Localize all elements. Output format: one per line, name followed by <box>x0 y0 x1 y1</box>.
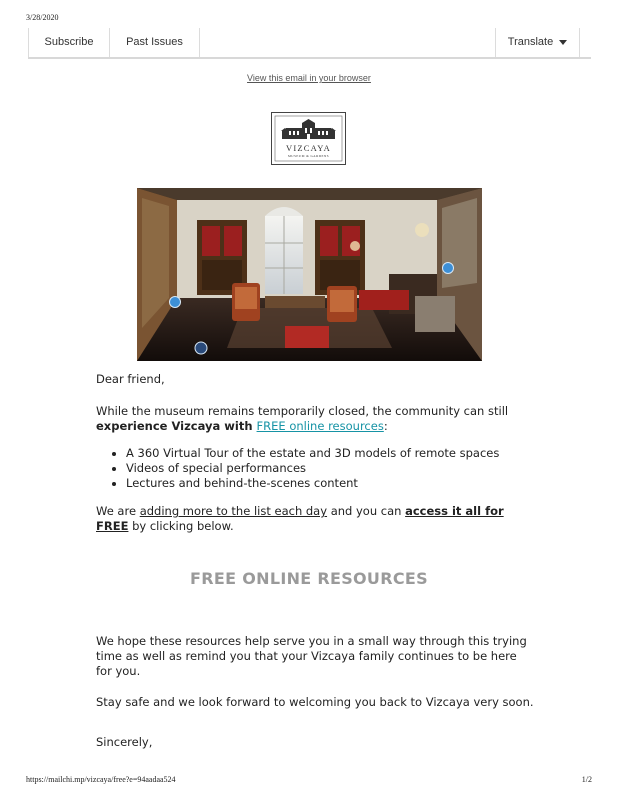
more-paragraph <box>96 504 536 534</box>
svg-text:MUSEUM & GARDENS: MUSEUM & GARDENS <box>287 154 330 158</box>
print-footer-url: https://mailchi.mp/vizcaya/free?e=94aadaa524 <box>26 775 176 784</box>
greeting: Dear friend, <box>96 372 165 386</box>
email-body <box>96 372 536 534</box>
list-item: • Videos of special performances <box>126 461 536 476</box>
logo-graphic <box>272 113 345 164</box>
list-item: • A 360 Virtual Tour of the estate and 3D models of remote spaces <box>126 446 536 461</box>
access-free-link[interactable]: access it all for FREE <box>96 504 504 533</box>
past-issues-link[interactable]: Past Issues <box>110 28 200 57</box>
hero-image-360-tour[interactable] <box>137 188 482 361</box>
intro-end: : <box>383 419 388 433</box>
closing-section <box>96 634 536 750</box>
more-text-3: by clicking below. <box>128 519 234 533</box>
intro-text: While the museum remains temporarily closed, the community can still <box>96 404 509 418</box>
intro-bold: experience Vizcaya with <box>96 419 257 433</box>
logo-text <box>286 143 331 158</box>
vizcaya-logo[interactable] <box>271 112 346 165</box>
caret-down-icon <box>559 40 567 45</box>
svg-text:VIZCAYA: VIZCAYA <box>286 143 331 153</box>
print-page-number: 1/2 <box>581 775 592 784</box>
free-online-resources-button[interactable]: FREE ONLINE RESOURCES <box>190 569 428 588</box>
closing-paragraph: We hope these resources help serve you in a small way through this trying time as well as remind you that your Vizcaya family continues to be here for you. <box>96 634 527 678</box>
view-in-browser-link[interactable]: View this email in your browser <box>247 73 371 83</box>
subscribe-link[interactable]: Subscribe <box>28 28 110 57</box>
more-text-2: and you can <box>327 504 406 518</box>
signoff: Sincerely, <box>96 735 153 749</box>
more-text: We are <box>96 504 140 518</box>
resources-list <box>96 446 536 491</box>
print-date: 3/28/2020 <box>26 13 59 22</box>
email-nav-bar <box>28 28 591 59</box>
intro-paragraph <box>96 404 536 434</box>
translate-label: Translate <box>507 36 554 48</box>
free-online-resources-link[interactable]: FREE online resources <box>256 419 384 433</box>
translate-dropdown[interactable] <box>495 28 580 57</box>
list-item: • Lectures and behind-the-scenes content <box>126 476 536 491</box>
adding-more-link[interactable]: adding more to the list each day <box>139 504 328 518</box>
closing-paragraph: Stay safe and we look forward to welcoming you back to Vizcaya very soon. <box>96 695 534 709</box>
